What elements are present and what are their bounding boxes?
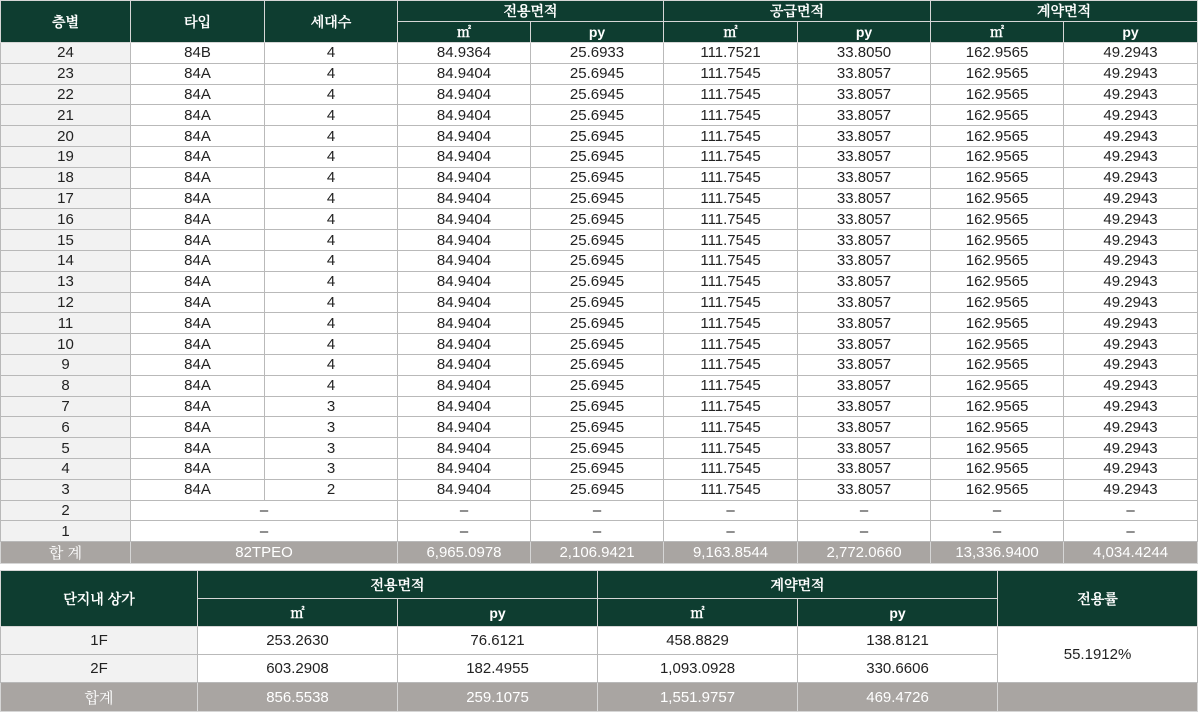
floor-row [1, 417, 1198, 438]
cell-exclusive-sqm: 84.9404 [398, 458, 531, 479]
cell-contract-sqm: – [931, 500, 1064, 521]
cell-contract-sqm: 162.9565 [931, 271, 1064, 292]
header-type: 타입 [131, 1, 265, 43]
shop-contract-py: 330.6606 [798, 655, 998, 683]
cell-supply-py: 33.8057 [798, 167, 931, 188]
cell-units: 4 [265, 209, 398, 230]
cell-exclusive-py: 25.6945 [531, 126, 664, 147]
cell-supply-py: 33.8057 [798, 479, 931, 500]
cell-exclusive-sqm: 84.9404 [398, 209, 531, 230]
cell-supply-sqm: 111.7545 [664, 167, 798, 188]
shop-floor: 1F [1, 627, 198, 655]
cell-units: 3 [265, 417, 398, 438]
cell-supply-py: 33.8057 [798, 126, 931, 147]
cell-floor: 14 [1, 250, 131, 271]
cell-floor: 16 [1, 209, 131, 230]
cell-exclusive-py: 25.6945 [531, 479, 664, 500]
floor-row [1, 458, 1198, 479]
total-exclusive-sqm: 6,965.0978 [398, 542, 531, 564]
shop-total-contract-py: 469.4726 [798, 683, 998, 712]
cell-exclusive-py: 25.6945 [531, 292, 664, 313]
cell-exclusive-sqm: – [398, 521, 531, 542]
cell-floor: 3 [1, 479, 131, 500]
floor-row [1, 375, 1198, 396]
cell-supply-sqm: 111.7545 [664, 375, 798, 396]
header-contract-py: py [1064, 22, 1198, 43]
cell-exclusive-sqm: 84.9404 [398, 334, 531, 355]
cell-supply-py: 33.8057 [798, 458, 931, 479]
cell-supply-sqm: 111.7545 [664, 458, 798, 479]
cell-type: 84A [131, 375, 265, 396]
cell-exclusive-sqm: 84.9404 [398, 375, 531, 396]
cell-exclusive-py: 25.6945 [531, 396, 664, 417]
cell-supply-py: 33.8057 [798, 334, 931, 355]
cell-contract-py: 49.2943 [1064, 396, 1198, 417]
cell-exclusive-sqm: 84.9404 [398, 438, 531, 459]
cell-contract-py: 49.2943 [1064, 354, 1198, 375]
cell-supply-py: 33.8057 [798, 396, 931, 417]
header-exclusive-sqm: ㎡ [398, 22, 531, 43]
header-supply-sqm: ㎡ [664, 22, 798, 43]
cell-contract-sqm: 162.9565 [931, 417, 1064, 438]
cell-exclusive-sqm: 84.9404 [398, 146, 531, 167]
floor-row [1, 313, 1198, 334]
floor-row-empty [1, 500, 1198, 521]
total-label: 합 계 [1, 542, 131, 564]
total-exclusive-py: 2,106.9421 [531, 542, 664, 564]
floor-row [1, 105, 1198, 126]
cell-contract-sqm: – [931, 521, 1064, 542]
cell-exclusive-py: 25.6945 [531, 271, 664, 292]
cell-supply-py: 33.8057 [798, 188, 931, 209]
cell-supply-py: 33.8057 [798, 63, 931, 84]
cell-floor: 1 [1, 521, 131, 542]
cell-supply-sqm: 111.7545 [664, 313, 798, 334]
total-contract-sqm: 13,336.9400 [931, 542, 1064, 564]
cell-contract-py: – [1064, 521, 1198, 542]
cell-exclusive-py: 25.6945 [531, 417, 664, 438]
cell-contract-py: – [1064, 500, 1198, 521]
cell-supply-py: 33.8057 [798, 354, 931, 375]
cell-supply-sqm: 111.7545 [664, 479, 798, 500]
floor-row [1, 84, 1198, 105]
cell-contract-sqm: 162.9565 [931, 396, 1064, 417]
floor-row [1, 334, 1198, 355]
cell-type: 84A [131, 84, 265, 105]
header-floor: 층별 [1, 1, 131, 43]
cell-exclusive-py: 25.6945 [531, 438, 664, 459]
cell-contract-py: 49.2943 [1064, 126, 1198, 147]
cell-contract-sqm: 162.9565 [931, 458, 1064, 479]
cell-exclusive-sqm: 84.9404 [398, 105, 531, 126]
shop-total-exclusive-py: 259.1075 [398, 683, 598, 712]
shop-contract-py: 138.8121 [798, 627, 998, 655]
cell-exclusive-py: 25.6945 [531, 313, 664, 334]
cell-exclusive-sqm: 84.9404 [398, 126, 531, 147]
cell-units: 4 [265, 230, 398, 251]
cell-supply-py: 33.8057 [798, 375, 931, 396]
cell-supply-sqm: 111.7545 [664, 126, 798, 147]
shop-header-exclusive-sqm: ㎡ [198, 599, 398, 627]
cell-type-units-merged: – [131, 521, 398, 542]
cell-contract-py: 49.2943 [1064, 458, 1198, 479]
cell-type-units-merged: – [131, 500, 398, 521]
cell-contract-py: 49.2943 [1064, 271, 1198, 292]
cell-type: 84B [131, 43, 265, 64]
cell-floor: 9 [1, 354, 131, 375]
cell-units: 4 [265, 146, 398, 167]
cell-supply-sqm: – [664, 521, 798, 542]
cell-supply-py: 33.8057 [798, 250, 931, 271]
cell-supply-sqm: 111.7545 [664, 63, 798, 84]
cell-type: 84A [131, 146, 265, 167]
cell-type: 84A [131, 209, 265, 230]
cell-type: 84A [131, 188, 265, 209]
cell-contract-sqm: 162.9565 [931, 146, 1064, 167]
header-contract-sqm: ㎡ [931, 22, 1064, 43]
cell-contract-sqm: 162.9565 [931, 292, 1064, 313]
cell-supply-sqm: 111.7545 [664, 438, 798, 459]
cell-units: 4 [265, 271, 398, 292]
cell-supply-py: 33.8057 [798, 146, 931, 167]
total-contract-py: 4,034.4244 [1064, 542, 1198, 564]
cell-exclusive-sqm: 84.9404 [398, 354, 531, 375]
cell-contract-py: 49.2943 [1064, 146, 1198, 167]
cell-supply-sqm: – [664, 500, 798, 521]
shop-total-contract-sqm: 1,551.9757 [598, 683, 798, 712]
cell-exclusive-py: 25.6945 [531, 63, 664, 84]
cell-supply-py: 33.8057 [798, 438, 931, 459]
cell-exclusive-py: 25.6945 [531, 334, 664, 355]
shop-exclusive-sqm: 603.2908 [198, 655, 398, 683]
cell-contract-sqm: 162.9565 [931, 63, 1064, 84]
cell-exclusive-py: 25.6945 [531, 458, 664, 479]
cell-supply-sqm: 111.7545 [664, 209, 798, 230]
cell-type: 84A [131, 417, 265, 438]
cell-exclusive-py: 25.6945 [531, 250, 664, 271]
floor-row [1, 126, 1198, 147]
cell-exclusive-py: 25.6945 [531, 230, 664, 251]
cell-type: 84A [131, 230, 265, 251]
floor-row [1, 438, 1198, 459]
cell-exclusive-sqm: 84.9404 [398, 84, 531, 105]
cell-contract-sqm: 162.9565 [931, 250, 1064, 271]
floor-row-empty [1, 521, 1198, 542]
cell-type: 84A [131, 250, 265, 271]
total-units: 82TPEO [131, 542, 398, 564]
cell-type: 84A [131, 63, 265, 84]
cell-type: 84A [131, 396, 265, 417]
cell-supply-sqm: 111.7545 [664, 250, 798, 271]
cell-supply-py: 33.8050 [798, 43, 931, 64]
cell-units: 3 [265, 458, 398, 479]
cell-floor: 19 [1, 146, 131, 167]
cell-exclusive-py: 25.6945 [531, 105, 664, 126]
shop-total-blank [998, 683, 1198, 712]
cell-units: 4 [265, 375, 398, 396]
cell-floor: 13 [1, 271, 131, 292]
cell-contract-py: 49.2943 [1064, 375, 1198, 396]
cell-supply-sqm: 111.7545 [664, 84, 798, 105]
cell-exclusive-py: 25.6945 [531, 188, 664, 209]
floor-row [1, 354, 1198, 375]
cell-contract-sqm: 162.9565 [931, 479, 1064, 500]
cell-contract-py: 49.2943 [1064, 209, 1198, 230]
header-supply-area: 공급면적 [664, 1, 931, 22]
cell-units: 4 [265, 84, 398, 105]
floor-row [1, 230, 1198, 251]
cell-floor: 10 [1, 334, 131, 355]
cell-contract-py: 49.2943 [1064, 417, 1198, 438]
cell-floor: 15 [1, 230, 131, 251]
floor-row [1, 396, 1198, 417]
shop-ratio-value: 55.1912% [998, 627, 1198, 683]
cell-units: 3 [265, 438, 398, 459]
cell-supply-py: 33.8057 [798, 271, 931, 292]
cell-contract-py: 49.2943 [1064, 334, 1198, 355]
cell-contract-py: 49.2943 [1064, 230, 1198, 251]
cell-exclusive-sqm: 84.9404 [398, 230, 531, 251]
cell-exclusive-sqm: 84.9404 [398, 188, 531, 209]
cell-type: 84A [131, 334, 265, 355]
shop-header-contract-sqm: ㎡ [598, 599, 798, 627]
cell-supply-sqm: 111.7545 [664, 146, 798, 167]
cell-exclusive-sqm: 84.9404 [398, 479, 531, 500]
header-exclusive-area: 전용면적 [398, 1, 664, 22]
cell-floor: 2 [1, 500, 131, 521]
cell-supply-py: 33.8057 [798, 417, 931, 438]
cell-units: 3 [265, 396, 398, 417]
cell-supply-sqm: 111.7545 [664, 417, 798, 438]
header-contract-area: 계약면적 [931, 1, 1198, 22]
cell-supply-sqm: 111.7545 [664, 354, 798, 375]
cell-supply-sqm: 111.7545 [664, 396, 798, 417]
cell-contract-sqm: 162.9565 [931, 126, 1064, 147]
shop-header-exclusive-py: py [398, 599, 598, 627]
cell-exclusive-py: – [531, 500, 664, 521]
floor-row [1, 167, 1198, 188]
cell-supply-py: 33.8057 [798, 209, 931, 230]
cell-contract-sqm: 162.9565 [931, 334, 1064, 355]
cell-supply-sqm: 111.7545 [664, 334, 798, 355]
cell-contract-sqm: 162.9565 [931, 167, 1064, 188]
cell-contract-sqm: 162.9565 [931, 209, 1064, 230]
shop-contract-sqm: 458.8829 [598, 627, 798, 655]
floor-row [1, 209, 1198, 230]
shop-header-title: 단지내 상가 [1, 571, 198, 627]
cell-floor: 4 [1, 458, 131, 479]
cell-units: 4 [265, 334, 398, 355]
shop-row-1f [1, 627, 1198, 655]
cell-exclusive-sqm: 84.9404 [398, 313, 531, 334]
floor-row [1, 250, 1198, 271]
shop-contract-sqm: 1,093.0928 [598, 655, 798, 683]
cell-contract-sqm: 162.9565 [931, 84, 1064, 105]
shop-exclusive-py: 76.6121 [398, 627, 598, 655]
cell-contract-py: 49.2943 [1064, 63, 1198, 84]
cell-contract-sqm: 162.9565 [931, 354, 1064, 375]
cell-exclusive-py: 25.6933 [531, 43, 664, 64]
cell-exclusive-py: 25.6945 [531, 354, 664, 375]
cell-floor: 12 [1, 292, 131, 313]
cell-floor: 21 [1, 105, 131, 126]
cell-contract-sqm: 162.9565 [931, 105, 1064, 126]
cell-floor: 18 [1, 167, 131, 188]
cell-contract-sqm: 162.9565 [931, 188, 1064, 209]
floor-row [1, 146, 1198, 167]
cell-floor: 6 [1, 417, 131, 438]
cell-contract-py: 49.2943 [1064, 438, 1198, 459]
shop-total-row [1, 683, 1198, 712]
cell-floor: 7 [1, 396, 131, 417]
cell-type: 84A [131, 354, 265, 375]
cell-units: 4 [265, 167, 398, 188]
cell-supply-sqm: 111.7545 [664, 271, 798, 292]
cell-supply-py: 33.8057 [798, 292, 931, 313]
shop-exclusive-py: 182.4955 [398, 655, 598, 683]
cell-contract-sqm: 162.9565 [931, 230, 1064, 251]
cell-supply-py: – [798, 521, 931, 542]
cell-floor: 5 [1, 438, 131, 459]
cell-contract-py: 49.2943 [1064, 43, 1198, 64]
cell-floor: 22 [1, 84, 131, 105]
floor-row [1, 271, 1198, 292]
floor-row [1, 479, 1198, 500]
cell-floor: 23 [1, 63, 131, 84]
cell-units: 4 [265, 63, 398, 84]
cell-exclusive-sqm: 84.9404 [398, 250, 531, 271]
cell-supply-py: 33.8057 [798, 84, 931, 105]
cell-type: 84A [131, 313, 265, 334]
cell-contract-sqm: 162.9565 [931, 375, 1064, 396]
cell-contract-py: 49.2943 [1064, 188, 1198, 209]
cell-units: 4 [265, 250, 398, 271]
cell-type: 84A [131, 292, 265, 313]
cell-type: 84A [131, 126, 265, 147]
cell-exclusive-sqm: 84.9404 [398, 271, 531, 292]
cell-floor: 24 [1, 43, 131, 64]
cell-supply-sqm: 111.7545 [664, 292, 798, 313]
total-supply-sqm: 9,163.8544 [664, 542, 798, 564]
shop-area-table [0, 570, 1198, 712]
header-exclusive-py: py [531, 22, 664, 43]
shop-header-contract-py: py [798, 599, 998, 627]
cell-contract-sqm: 162.9565 [931, 313, 1064, 334]
cell-contract-sqm: 162.9565 [931, 438, 1064, 459]
cell-contract-py: 49.2943 [1064, 479, 1198, 500]
shop-floor: 2F [1, 655, 198, 683]
cell-exclusive-sqm: 84.9404 [398, 396, 531, 417]
cell-type: 84A [131, 167, 265, 188]
cell-units: 4 [265, 105, 398, 126]
cell-type: 84A [131, 105, 265, 126]
floor-row [1, 188, 1198, 209]
cell-units: 4 [265, 313, 398, 334]
cell-contract-py: 49.2943 [1064, 105, 1198, 126]
cell-contract-py: 49.2943 [1064, 167, 1198, 188]
cell-units: 4 [265, 43, 398, 64]
floor-row [1, 63, 1198, 84]
cell-exclusive-sqm: – [398, 500, 531, 521]
cell-contract-py: 49.2943 [1064, 250, 1198, 271]
shop-header-exclusive: 전용면적 [198, 571, 598, 599]
cell-exclusive-py: 25.6945 [531, 375, 664, 396]
total-supply-py: 2,772.0660 [798, 542, 931, 564]
cell-exclusive-sqm: 84.9364 [398, 43, 531, 64]
cell-floor: 8 [1, 375, 131, 396]
cell-units: 4 [265, 126, 398, 147]
shop-header-ratio: 전용률 [998, 571, 1198, 627]
cell-supply-py: 33.8057 [798, 313, 931, 334]
floor-total-row [1, 542, 1198, 564]
shop-header-contract: 계약면적 [598, 571, 998, 599]
cell-type: 84A [131, 479, 265, 500]
cell-exclusive-py: 25.6945 [531, 84, 664, 105]
shop-total-label: 합계 [1, 683, 198, 712]
cell-contract-py: 49.2943 [1064, 292, 1198, 313]
cell-supply-sqm: 111.7521 [664, 43, 798, 64]
cell-exclusive-sqm: 84.9404 [398, 417, 531, 438]
cell-type: 84A [131, 438, 265, 459]
floor-row [1, 43, 1198, 64]
cell-floor: 20 [1, 126, 131, 147]
cell-exclusive-py: 25.6945 [531, 209, 664, 230]
cell-exclusive-py: 25.6945 [531, 167, 664, 188]
cell-exclusive-sqm: 84.9404 [398, 167, 531, 188]
cell-floor: 11 [1, 313, 131, 334]
cell-exclusive-py: – [531, 521, 664, 542]
cell-supply-sqm: 111.7545 [664, 188, 798, 209]
floor-table-body [1, 43, 1198, 542]
cell-units: 4 [265, 354, 398, 375]
cell-supply-py: 33.8057 [798, 230, 931, 251]
shop-total-exclusive-sqm: 856.5538 [198, 683, 398, 712]
cell-floor: 17 [1, 188, 131, 209]
header-units: 세대수 [265, 1, 398, 43]
floor-row [1, 292, 1198, 313]
cell-exclusive-py: 25.6945 [531, 146, 664, 167]
cell-exclusive-sqm: 84.9404 [398, 63, 531, 84]
cell-exclusive-sqm: 84.9404 [398, 292, 531, 313]
cell-supply-py: 33.8057 [798, 105, 931, 126]
cell-supply-sqm: 111.7545 [664, 230, 798, 251]
cell-type: 84A [131, 458, 265, 479]
cell-contract-py: 49.2943 [1064, 313, 1198, 334]
cell-contract-py: 49.2943 [1064, 84, 1198, 105]
cell-contract-sqm: 162.9565 [931, 43, 1064, 64]
cell-units: 2 [265, 479, 398, 500]
cell-units: 4 [265, 292, 398, 313]
cell-type: 84A [131, 271, 265, 292]
cell-supply-py: – [798, 500, 931, 521]
cell-units: 4 [265, 188, 398, 209]
header-supply-py: py [798, 22, 931, 43]
cell-supply-sqm: 111.7545 [664, 105, 798, 126]
shop-exclusive-sqm: 253.2630 [198, 627, 398, 655]
